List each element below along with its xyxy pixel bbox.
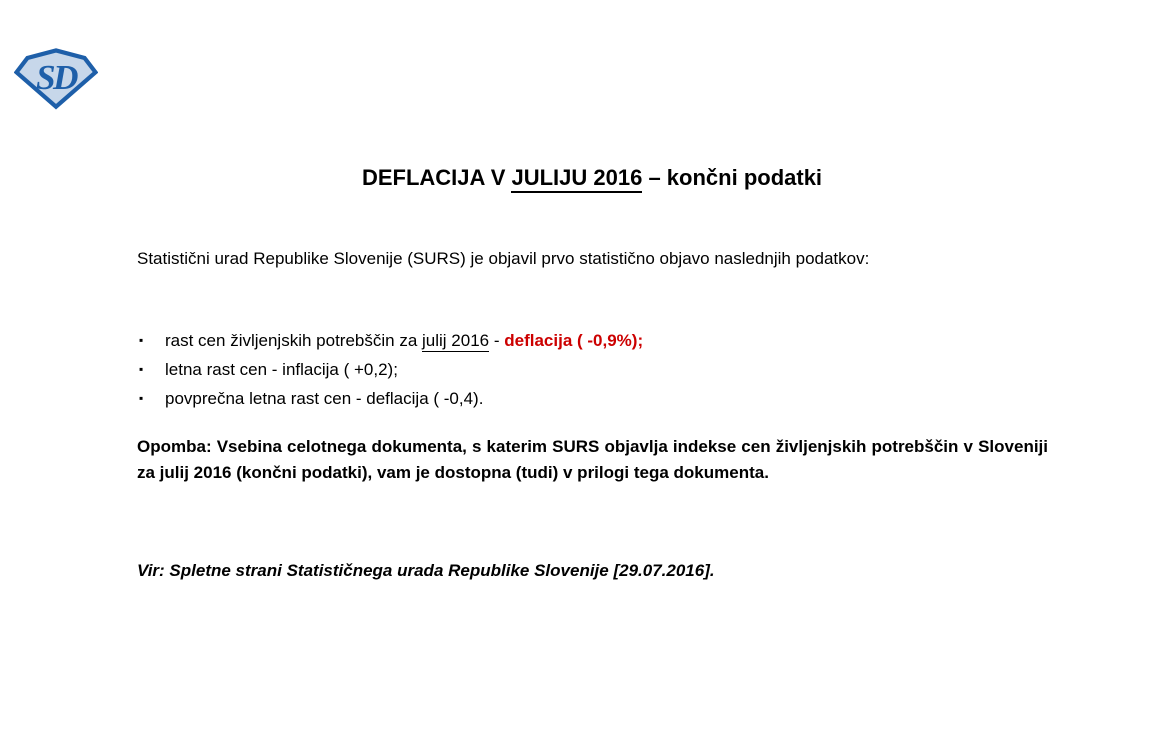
bullet-square-icon: ▪ (139, 391, 144, 405)
sd-logo (14, 47, 98, 111)
bullet1-underlined-date: julij 2016 (422, 331, 490, 350)
page-title (137, 163, 1047, 193)
bullet-square-icon: ▪ (139, 362, 144, 376)
bullet2-text: letna rast cen - inflacija ( +0,2); (165, 360, 398, 379)
logo-letters: SD (35, 58, 77, 98)
title-prefix: DEFLACIJA V (361, 165, 512, 190)
note-paragraph: Opomba: Vsebina celotnega dokumenta, s katerim SURS objavlja indekse cen življenjskih potrebščin v Sloveniji za julij 2016 (končni podatki), vam je dostopna (tudi) v prilogi tega dokumenta. (137, 437, 1048, 482)
bullet1-deflation-value: deflacija ( -0,9%); (504, 331, 644, 350)
title-underlined-date: JULIJU 2016 (511, 165, 642, 193)
bullet1-pre: rast cen življenjskih potrebščin za (165, 331, 423, 350)
bullet1-separator: - (489, 331, 505, 350)
title-suffix: – končni podatki (642, 165, 823, 190)
list-item (137, 384, 977, 413)
key-figures-list (137, 326, 977, 413)
list-item (137, 355, 977, 384)
intro-paragraph: Statistični urad Republike Slovenije (SURS) je objavil prvo statistično objavo naslednjih podatkov: (137, 249, 870, 268)
sd-shield-icon (14, 47, 98, 111)
bullet-square-icon: ▪ (139, 333, 144, 347)
source-line: Vir: Spletne strani Statističnega urada Republike Slovenije [29.07.2016]. (137, 561, 715, 580)
list-item (137, 326, 977, 355)
bullet3-text: povprečna letna rast cen - deflacija ( -0,4). (165, 389, 484, 408)
